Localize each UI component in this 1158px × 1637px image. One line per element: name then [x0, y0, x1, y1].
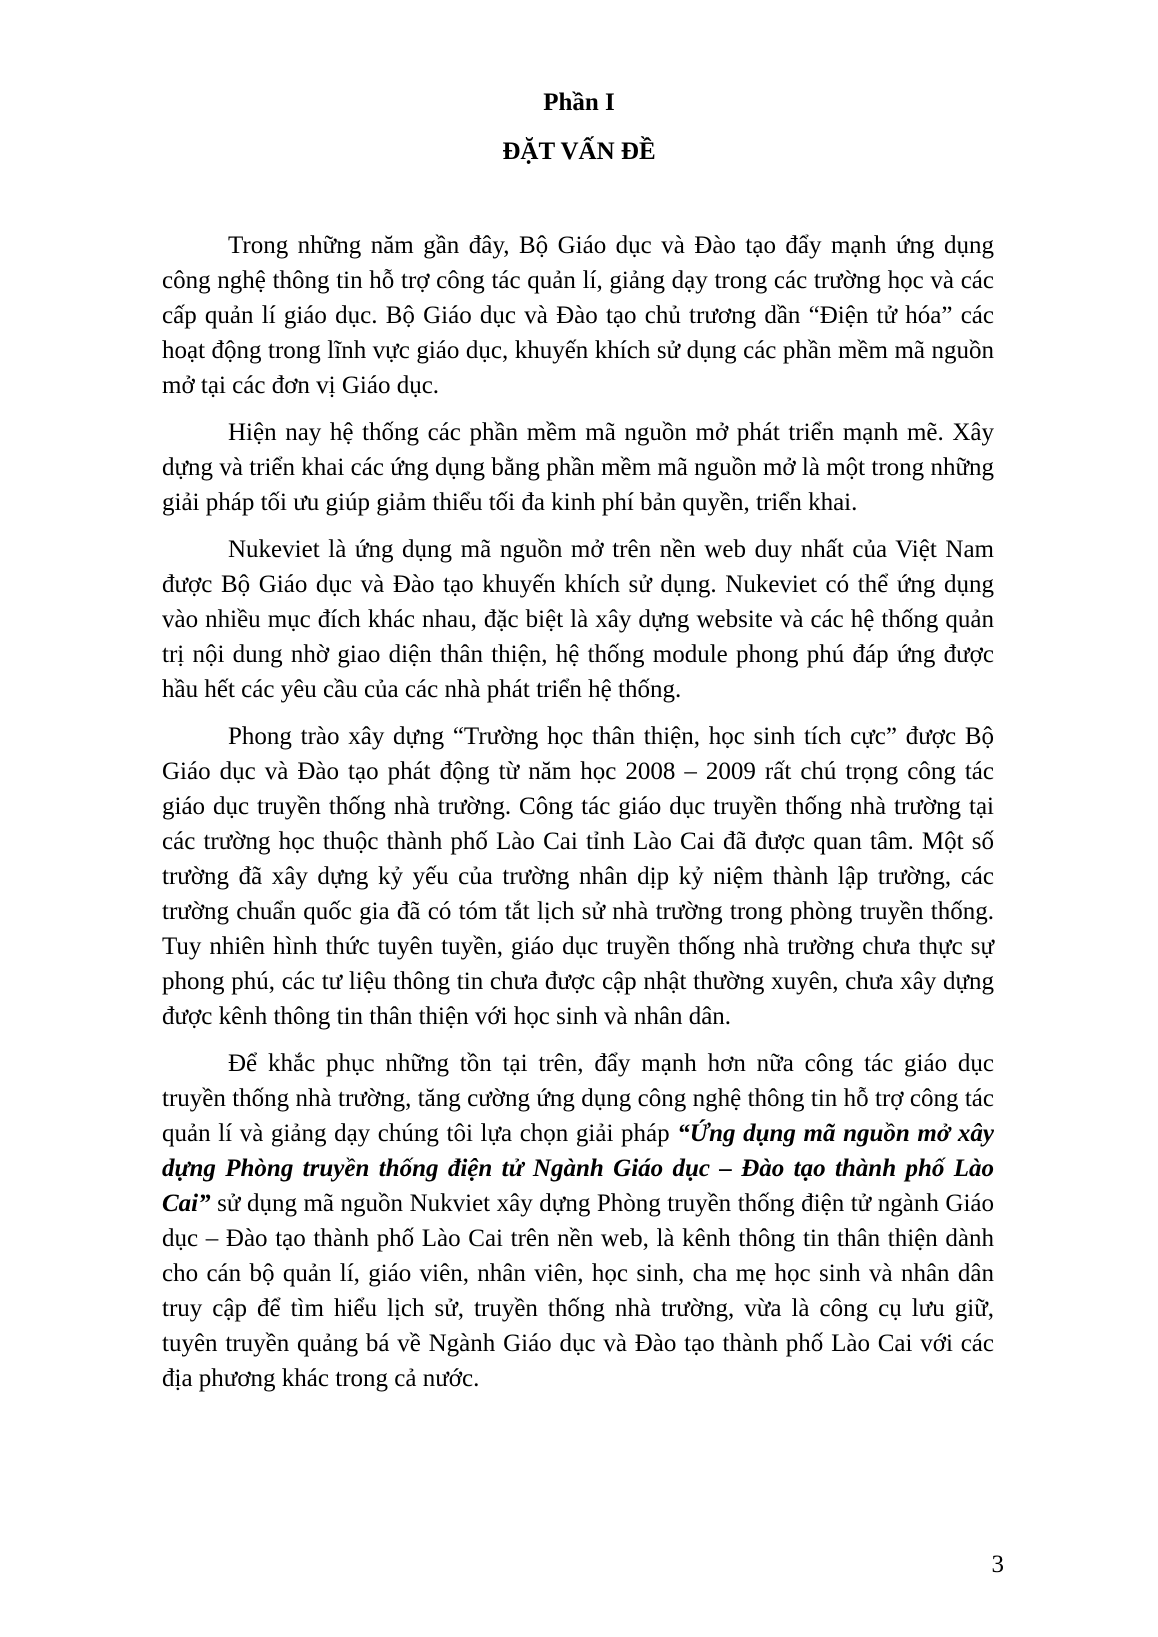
paragraph-1: Trong những năm gần đây, Bộ Giáo dục và Đào tạo đẩy mạnh ứng dụng công nghệ thông tin hỗ trợ công tác quản lí, giảng dạy trong các trường học và các cấp quản lí giáo dục. Bộ Giáo dục và Đào tạo chủ trương dần “Điện tử hóa” các hoạt động trong lĩnh vực giáo dục, khuyến khích sử dụng các phần mềm mã nguồn mở tại các đơn vị Giáo dục. [162, 232, 994, 399]
paragraph-2: Hiện nay hệ thống các phần mềm mã nguồn mở phát triển mạnh mẽ. Xây dựng và triển khai các ứng dụng bằng phần mềm mã nguồn mở là một trong những giải pháp tối ưu giúp giảm thiểu tối đa kinh phí bản quyền, triển khai. [162, 419, 994, 516]
body-text [162, 228, 994, 1396]
solution-title-emphasis: “Ứng dụng mã nguồn mở xây dựng Phòng truyền thống điện tử Ngành Giáo dục – Đào tạo thành phố Lào Cai” [162, 1120, 994, 1217]
part-heading: Phần I [543, 89, 615, 116]
section-title: ĐẶT VẤN ĐỀ [502, 138, 656, 165]
paragraph-5-rest: sử dụng mã nguồn Nukviet xây dựng Phòng truyền thống điện tử ngành Giáo dục – Đào tạo thành phố Lào Cai trên nền web, là kênh thông tin thân thiện dành cho cán bộ quản lí, giáo viên, nhân viên, học sinh, cha mẹ học sinh và nhân dân truy cập để tìm hiểu lịch sử, truyền thống nhà trường, vừa là công cụ lưu giữ, tuyên truyền quảng bá về Ngành Giáo dục và Đào tạo thành phố Lào Cai với các địa phương khác trong cả nước. [162, 1190, 994, 1392]
page-number: 3 [991, 1551, 1004, 1578]
paragraph-4: Phong trào xây dựng “Trường học thân thiện, học sinh tích cực” được Bộ Giáo dục và Đào tạo phát động từ năm học 2008 – 2009 rất chú trọng công tác giáo dục truyền thống nhà trường. Công tác giáo dục truyền thống nhà trường tại các trường học thuộc thành phố Lào Cai tỉnh Lào Cai đã được quan tâm. Một số trường đã xây dựng kỷ yếu của trường nhân dịp kỷ niệm thành lập trường, các trường chuẩn quốc gia đã có tóm tắt lịch sử nhà trường trong phòng truyền thống. Tuy nhiên hình thức tuyên tuyền, giáo dục truyền thống nhà trường chưa thực sự phong phú, các tư liệu thông tin chưa được cập nhật thường xuyên, chưa xây dựng được kênh thông tin thân thiện với học sinh và nhân dân. [162, 723, 994, 1030]
paragraph-5-intro: Để khắc phục những tồn tại trên, đẩy mạnh hơn nữa công tác giáo dục truyền thống nhà trường, tăng cường ứng dụng công nghệ thông tin hỗ trợ công tác quản lí và giảng dạy chúng tôi lựa chọn giải pháp [162, 1050, 994, 1147]
paragraph-3: Nukeviet là ứng dụng mã nguồn mở trên nền web duy nhất của Việt Nam được Bộ Giáo dục và Đào tạo khuyến khích sử dụng. Nukeviet có thể ứng dụng vào nhiều mục đích khác nhau, đặc biệt là xây dựng website và các hệ thống quản trị nội dung nhờ giao diện thân thiện, hệ thống module phong phú đáp ứng được hầu hết các yêu cầu của các nhà phát triển hệ thống. [162, 536, 994, 703]
paragraph-5 [162, 1046, 994, 1396]
